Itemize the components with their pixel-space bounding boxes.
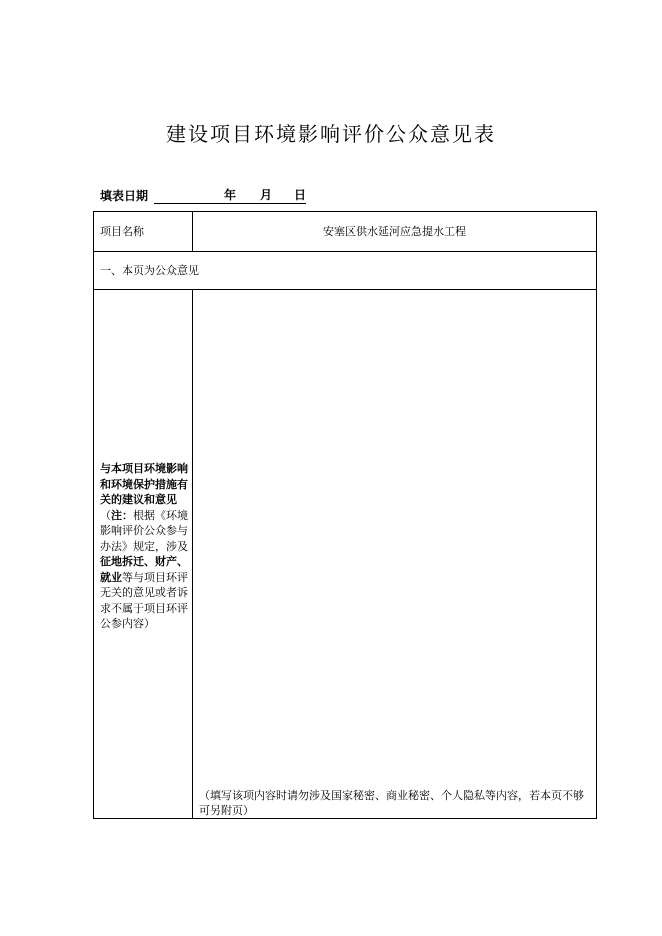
opinion-input-area[interactable]: [194, 290, 596, 818]
opinion-form-table: [93, 211, 597, 819]
opinion-label-bold-1: 与本项目环境影响和环境保护措施有关的建议和意见: [100, 462, 188, 506]
opinion-label-bold-2: 征地拆迁、财产、就业: [100, 555, 188, 584]
opinion-row: [94, 290, 596, 818]
date-year-field[interactable]: [154, 189, 216, 204]
date-year-unit: 年: [224, 188, 237, 202]
opinion-label: [100, 461, 189, 632]
opinion-label-cell: [94, 290, 193, 818]
fill-note: （填写该项内容时请勿涉及国家秘密、商业秘密、个人隐私等内容，若本页不够可另附页）: [199, 789, 584, 817]
date-day-unit: 日: [294, 188, 307, 202]
page-title: 建设项目环境影响评价公众意见表: [166, 122, 496, 146]
date-month-unit: 月: [260, 188, 273, 202]
fill-date-label: 填表日期: [100, 189, 149, 203]
section-heading: 一、本页为公众意见: [94, 252, 596, 290]
date-day-field[interactable]: [272, 189, 294, 204]
date-month-field[interactable]: [236, 189, 260, 204]
opinion-label-paren: （: [100, 508, 111, 522]
project-name-value: 安塞区供水延河应急提水工程: [323, 225, 466, 238]
opinion-label-normal-1: 根据《环境影响评价公众参与办法》规定，涉及: [100, 508, 188, 553]
opinion-label-normal-2: 等与项目环评无关的意见或者诉求不属于项目环评公参内容）: [100, 570, 188, 630]
project-name-row: [94, 212, 596, 252]
date-year-field-extra: [216, 189, 224, 204]
fill-date-row: [100, 186, 306, 204]
project-name-label: 项目名称: [94, 212, 193, 251]
opinion-label-note: 注：: [111, 508, 133, 522]
